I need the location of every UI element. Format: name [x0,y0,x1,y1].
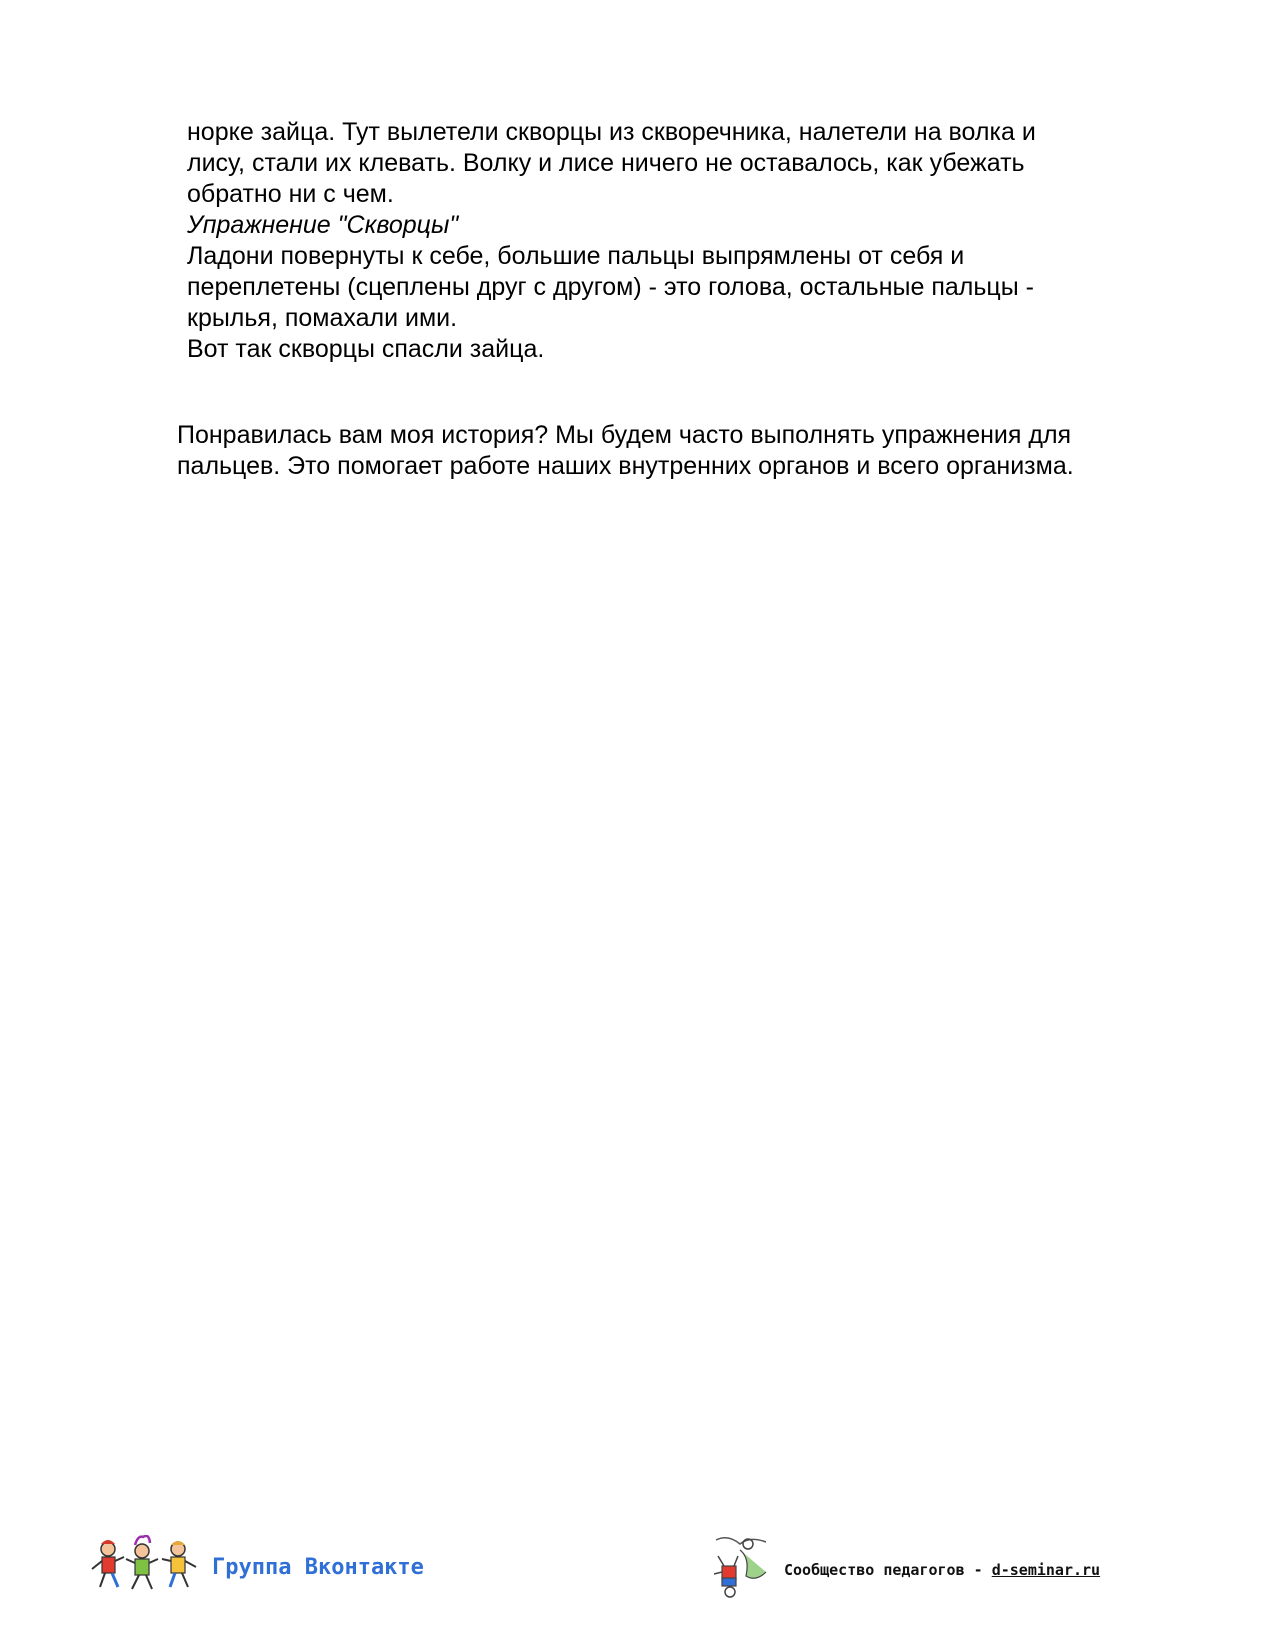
story-line: переплетены (сцеплены друг с другом) - это голова, остальные пальцы - [187,273,1034,301]
story-line: Ладони повернуты к себе, большие пальцы выпрямлены от себя и [187,242,965,270]
closing-paragraph [177,420,1157,482]
closing-line: пальцев. Это помогает работе наших внутренних органов и всего организма. [177,452,1074,480]
community-credit [710,1532,1100,1607]
story-text [187,117,1147,365]
story-line: норке зайца. Тут вылетели скворцы из скворечника, налетели на волка и [187,118,1036,146]
story-line: лису, стали их клевать. Волку и лисе ничего не оставалось, как убежать [187,149,1025,177]
story-line: крылья, помахали ими. [187,304,458,332]
closing-line: Понравилась вам моя история? Мы будем часто выполнять упражнения для [177,421,1072,449]
story-line: обратно ни с чем. [187,180,394,208]
kids-logo-icon [90,1535,200,1600]
vk-group-label[interactable]: Группа Вконтакте [212,1555,424,1580]
community-label [784,1561,1100,1579]
vk-group-link[interactable] [90,1535,424,1600]
site-link[interactable]: d-seminar.ru [991,1560,1101,1579]
exercise-title: Упражнение "Скворцы" [187,211,459,239]
story-line: Вот так скворцы спасли зайца. [187,335,545,363]
community-logo-icon [710,1532,772,1607]
community-text: Сообщество педагогов - [784,1560,992,1579]
